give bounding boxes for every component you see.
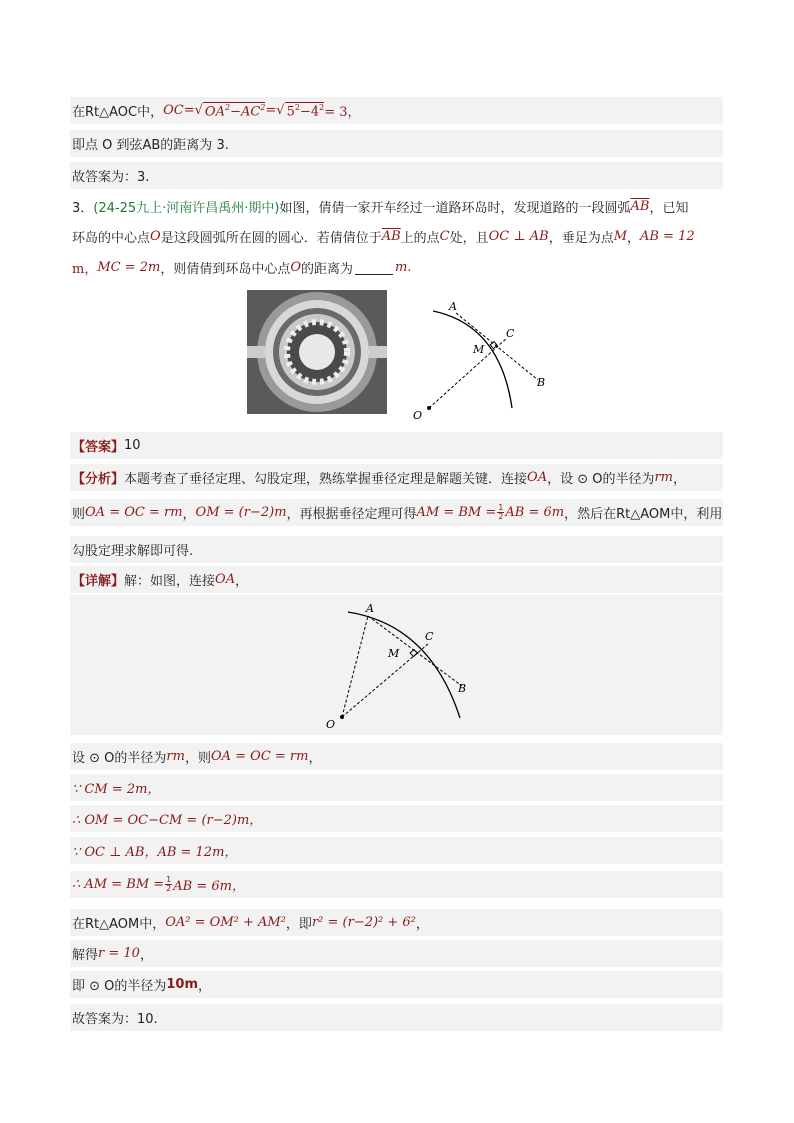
- text: 设 ⊙ O的半径为: [72, 751, 167, 766]
- math: ∴ OM = OC−CM = (r−2)m，: [72, 813, 263, 828]
- question-figure: [405, 295, 545, 425]
- text: ，: [415, 917, 429, 932]
- detail-figure: [320, 600, 470, 732]
- text: 如图，倩倩一家开车经过一道路环岛时，发现道路的一段圆弧: [279, 201, 631, 216]
- math: ∴ AM = BM =: [72, 877, 165, 892]
- text: 在Rt△AOC中，: [72, 105, 164, 120]
- math: = 3，: [324, 105, 361, 120]
- text: ，: [198, 979, 212, 994]
- text: 解：如图，连接: [124, 574, 216, 589]
- math: OA = OC = rm: [210, 749, 309, 764]
- question-line-3: [70, 254, 723, 281]
- math: AB = 12: [640, 229, 695, 244]
- text: ，: [139, 948, 153, 963]
- text: 上的点: [400, 231, 440, 246]
- text: ，即: [285, 917, 312, 932]
- segment-oa: [342, 616, 368, 717]
- label-b: B: [458, 682, 467, 695]
- answer-prev: [70, 162, 723, 189]
- label-b: B: [537, 376, 545, 389]
- question-number: 3．: [72, 201, 94, 216]
- text: ，: [182, 507, 196, 522]
- text: ，然后在Rt△AOM中，利用: [564, 507, 723, 522]
- math: OA: [527, 470, 548, 485]
- analysis-label: 【分析】: [72, 472, 125, 487]
- fraction-half: $\frac{1}{2}$: [166, 875, 172, 893]
- math: rm: [166, 749, 185, 764]
- math: OM = (r−2)m: [195, 505, 287, 520]
- answer-row: [70, 432, 723, 459]
- math: M: [613, 229, 628, 244]
- detail-line-1: [70, 566, 723, 593]
- segment-oc: [429, 338, 507, 408]
- sqrt-expr-2: $5^2-4^2$: [286, 102, 325, 120]
- math: C: [439, 229, 450, 244]
- math: OC: [163, 103, 184, 118]
- text: 处，且: [449, 231, 489, 246]
- text: 故答案为：3.: [72, 170, 150, 185]
- math: OC ⊥ AB: [488, 229, 549, 244]
- label-m: M: [388, 647, 400, 660]
- label-a: A: [449, 300, 457, 313]
- label-m: M: [473, 343, 485, 356]
- math: ∵ CM = 2m，: [72, 782, 161, 797]
- math: MC = 2m: [97, 260, 161, 275]
- text: 在Rt△AOM中，: [72, 917, 166, 932]
- math: r² = (r−2)² + 6²: [311, 915, 416, 930]
- math: OA: [215, 572, 236, 587]
- text: 即点 O 到弦AB的距离为 3.: [72, 138, 229, 153]
- detail-line-7: [70, 909, 723, 936]
- text: 则: [72, 507, 86, 522]
- detail-line-8: [70, 940, 723, 967]
- fraction-half: $\frac{1}{2}$: [498, 503, 504, 521]
- answer-value: 10: [124, 438, 141, 453]
- label-o: O: [326, 718, 336, 731]
- text: 即 ⊙ O的半径为: [72, 979, 167, 994]
- math: O: [150, 229, 161, 244]
- text: ，: [308, 751, 322, 766]
- text: ，: [235, 574, 249, 589]
- label-c: C: [425, 630, 434, 643]
- detail-line-4: [70, 805, 723, 832]
- math: ∵ OC ⊥ AB，AB = 12m，: [72, 845, 238, 860]
- label-a: A: [366, 602, 374, 615]
- math: m.: [395, 260, 412, 275]
- math: r = 10: [98, 946, 140, 961]
- question-source: (24-25九上·河南许昌禹州·期中): [93, 201, 280, 216]
- text: 解得: [72, 948, 99, 963]
- analysis-line-3: [70, 536, 723, 563]
- detail-line-2: [70, 743, 723, 770]
- label-c: C: [506, 327, 515, 340]
- math: =: [265, 103, 277, 118]
- text: ，设 ⊙ O的半径为: [547, 472, 655, 487]
- arc-ab: $\overline{AB}$: [630, 199, 650, 214]
- text: 环岛的中心点: [72, 231, 151, 246]
- detail-line-10: [70, 1004, 723, 1031]
- question-line-2: [70, 223, 723, 250]
- detail-line-6: [70, 871, 723, 898]
- math: AB = 6m: [505, 505, 565, 520]
- text: ，: [627, 231, 641, 246]
- point-o: [427, 406, 431, 410]
- detail-line-3: [70, 774, 723, 801]
- answer-blank: [355, 260, 393, 275]
- analysis-line-1: [70, 464, 723, 491]
- question-line-1: [70, 193, 723, 220]
- calc-line-oc: 在Rt△AOC中， OC = √ $OA^2-AC^2$ = √ $5^2-4^2$ = 3，: [70, 97, 723, 124]
- answer-label: 【答案】: [72, 440, 125, 455]
- text: 的距离为: [301, 262, 354, 277]
- sqrt-expr: $OA^2-AC^2$: [204, 102, 266, 120]
- point-o: [340, 715, 344, 719]
- label-o: O: [413, 409, 423, 422]
- math: AM = BM =: [416, 505, 497, 520]
- arc-ab: $\overline{AB}$: [381, 229, 401, 244]
- text: ，垂足为点: [548, 231, 614, 246]
- analysis-line-2: [70, 499, 723, 526]
- math: rm: [654, 470, 674, 485]
- math: OA² = OM² + AM²: [165, 915, 286, 930]
- math: 10m: [166, 977, 199, 992]
- text: ，再根据垂径定理可得: [286, 507, 417, 522]
- text: 是这段圆弧所在圆的圆心．若倩倩位于: [160, 231, 382, 246]
- math: OA = OC = rm: [85, 505, 183, 520]
- distance-line: [70, 130, 723, 157]
- math: AB = 6m，: [173, 879, 245, 894]
- text: ，则倩倩到环岛中心点: [160, 262, 291, 277]
- text: ，已知: [649, 201, 689, 216]
- roundabout-photo: [247, 290, 387, 414]
- text: m，: [72, 262, 98, 277]
- text: 故答案为：10.: [72, 1012, 158, 1027]
- text: 本题考查了垂径定理、勾股定理，熟练掌握垂径定理是解题关键．连接: [124, 472, 528, 487]
- detail-line-9: [70, 971, 723, 998]
- text: ，则: [184, 751, 211, 766]
- text: 勾股定理求解即可得.: [72, 544, 194, 559]
- math: O: [290, 260, 302, 275]
- detail-label: 【详解】: [72, 574, 125, 589]
- detail-line-5: [70, 837, 723, 864]
- math: =: [183, 103, 195, 118]
- text: ，: [673, 472, 687, 487]
